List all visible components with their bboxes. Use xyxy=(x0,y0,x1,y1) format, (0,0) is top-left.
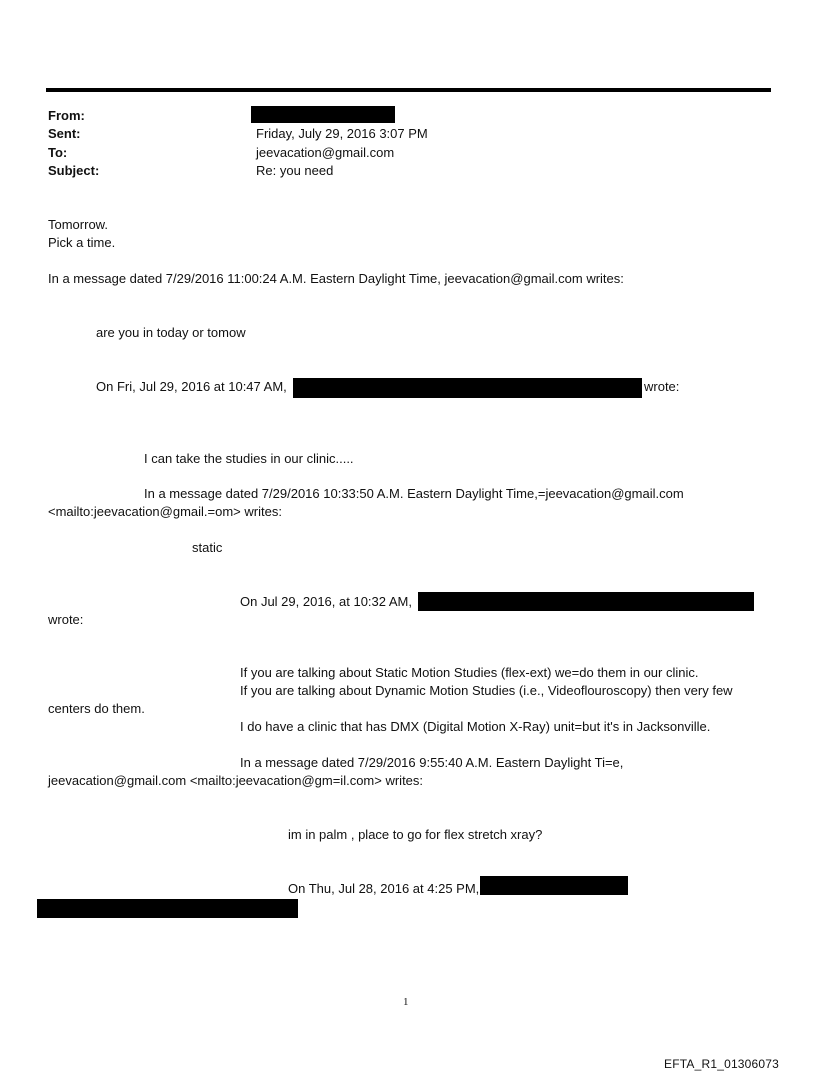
body-line: static xyxy=(192,540,223,555)
sent-label: Sent: xyxy=(48,126,81,141)
to-value: jeevacation@gmail.com xyxy=(256,145,395,160)
quote-header: <mailto:jeevacation@gmail.=om> writes: xyxy=(48,504,282,519)
sent-value: Friday, July 29, 2016 3:07 PM xyxy=(256,126,428,141)
redaction-sender-continued xyxy=(37,899,298,918)
body-line: If you are talking about Dynamic Motion Studies (i.e., Videoflouroscopy) then very few xyxy=(240,683,733,698)
body-line: centers do them. xyxy=(48,701,145,716)
from-label: From: xyxy=(48,108,85,123)
header-rule xyxy=(46,88,771,92)
quote-header-wrote: wrote: xyxy=(644,379,680,394)
page-number: 1 xyxy=(403,996,409,1008)
bates-number: EFTA_R1_01306073 xyxy=(664,1057,780,1071)
quote-header: On Fri, Jul 29, 2016 at 10:47 AM, xyxy=(96,379,287,394)
quote-header: In a message dated 7/29/2016 11:00:24 A.M. Eastern Daylight Time, jeevacation@gmail.com writes: xyxy=(48,271,624,286)
quote-header: On Thu, Jul 28, 2016 at 4:25 PM, xyxy=(288,881,480,896)
body-line: If you are talking about Static Motion Studies (flex-ext) we=do them in our clinic. xyxy=(240,665,699,680)
body-line: Tomorrow. xyxy=(48,217,108,232)
quote-header: In a message dated 7/29/2016 9:55:40 A.M. Eastern Daylight Ti=e, xyxy=(240,755,624,770)
quote-header-wrote: wrote: xyxy=(48,612,84,627)
redaction-from xyxy=(251,106,395,123)
body-line: I can take the studies in our clinic..... xyxy=(144,451,354,466)
subject-value: Re: you need xyxy=(256,163,334,178)
quote-header: jeevacation@gmail.com <mailto:jeevacation@gm=il.com> writes: xyxy=(48,773,424,788)
subject-label: Subject: xyxy=(48,163,100,178)
body-line: im in palm , place to go for flex stretch xray? xyxy=(288,827,543,842)
quote-header: On Jul 29, 2016, at 10:32 AM, xyxy=(240,594,413,609)
redaction-sender xyxy=(418,592,754,611)
to-label: To: xyxy=(48,145,68,160)
quote-header: In a message dated 7/29/2016 10:33:50 A.M. Eastern Daylight Time,=jeevacation@gmail.com xyxy=(144,486,684,501)
body-line: are you in today or tomow xyxy=(96,325,246,340)
redaction-sender xyxy=(293,378,642,398)
body-line: I do have a clinic that has DMX (Digital Motion X-Ray) unit=but it's in Jacksonville. xyxy=(240,719,711,734)
redaction-sender xyxy=(480,876,628,895)
body-line: Pick a time. xyxy=(48,235,116,250)
